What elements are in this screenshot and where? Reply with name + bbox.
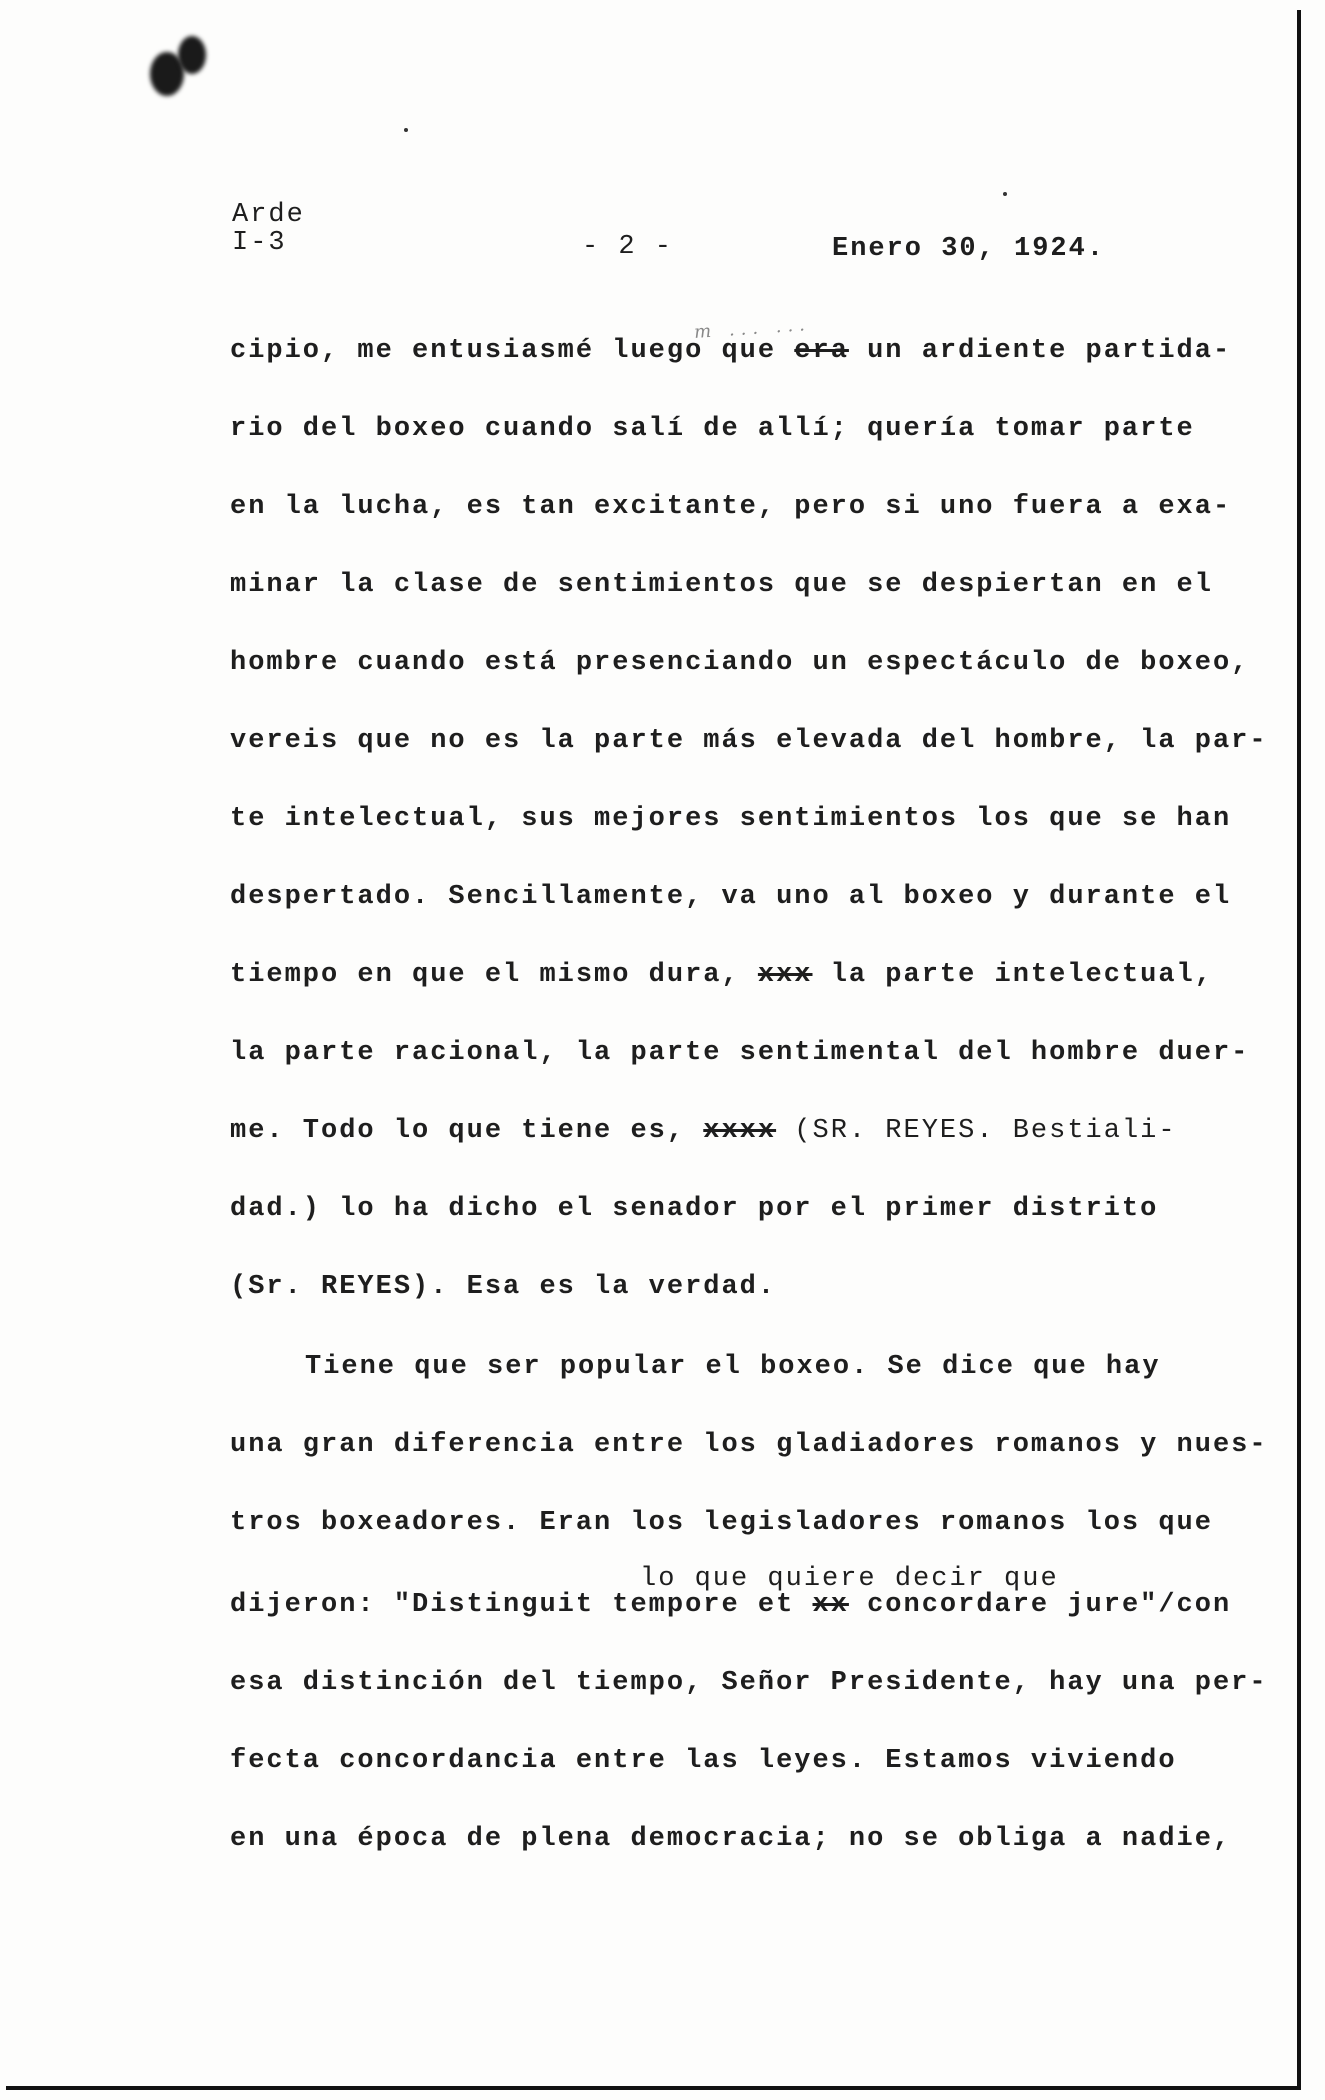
header-code-top: Arde (232, 200, 305, 230)
body-line-8: despertado. Sencillamente, va uno al boxeo y durante el (230, 882, 1232, 912)
text-segment: (SR. REYES. Bestiali- (794, 1116, 1177, 1146)
struck-word: era (794, 336, 849, 366)
interlinear-insertion: lo que quiere decir que (640, 1564, 1059, 1594)
body-line-14: Tiene que ser popular el boxeo. Se dice que hay (305, 1352, 1161, 1382)
text-segment: un ardiente partida- (867, 336, 1232, 366)
body-line-20: en una época de plena democracia; no se obliga a nadie, (230, 1824, 1232, 1854)
header-code-bottom: I-3 (232, 228, 287, 258)
body-line-6: vereis que no es la parte más elevada del hombre, la par- (230, 726, 1268, 756)
text-segment: me. Todo lo que tiene es, (230, 1116, 686, 1146)
speck (404, 128, 408, 132)
body-line-16: tros boxeadores. Eran los legisladores romanos los que (230, 1508, 1213, 1538)
body-line-9 (230, 960, 1213, 990)
body-line-1 (230, 336, 1231, 366)
margin-note: m ... ... (693, 313, 812, 344)
body-line-15: una gran diferencia entre los gladiadores romanos y nues- (230, 1430, 1268, 1460)
text-segment: cipio, me entusiasmé luego que (230, 336, 777, 366)
body-line-18: esa distinción del tiempo, Señor Presidente, hay una per- (230, 1668, 1268, 1698)
struck-word: xx (812, 1590, 849, 1620)
body-line-13: (Sr. REYES). Esa es la verdad. (230, 1272, 777, 1302)
body-line-10: la parte racional, la parte sentimental del hombre duer- (230, 1038, 1250, 1068)
text-segment: tiempo en que el mismo dura, (230, 960, 740, 990)
body-line-2: rio del boxeo cuando salí de allí; quería tomar parte (230, 414, 1195, 444)
text-segment: concordare jure"/con (867, 1590, 1232, 1620)
body-line-12: dad.) lo ha dicho el senador por el primer distrito (230, 1194, 1159, 1224)
body-line-5: hombre cuando está presenciando un espectáculo de boxeo, (230, 648, 1250, 678)
text-segment: la parte intelectual, (830, 960, 1213, 990)
body-line-19: fecta concordancia entre las leyes. Estamos viviendo (230, 1746, 1177, 1776)
header-date: Enero 30, 1924. (832, 234, 1106, 264)
struck-word: xxxx (703, 1116, 777, 1146)
body-line-3: en la lucha, es tan excitante, pero si uno fuera a exa- (230, 492, 1232, 522)
body-line-4: minar la clase de sentimientos que se despiertan en el (230, 570, 1213, 600)
body-line-11 (230, 1116, 1177, 1146)
struck-word: xxx (757, 960, 813, 990)
body-line-17 (230, 1590, 1231, 1620)
page-number: - 2 - (582, 232, 674, 262)
ink-blot-right (178, 36, 206, 74)
speck (1003, 192, 1007, 196)
body-line-7: te intelectual, sus mejores sentimientos los que se han (230, 804, 1232, 834)
text-segment: dijeron: "Distinguit tempore et (230, 1590, 795, 1620)
